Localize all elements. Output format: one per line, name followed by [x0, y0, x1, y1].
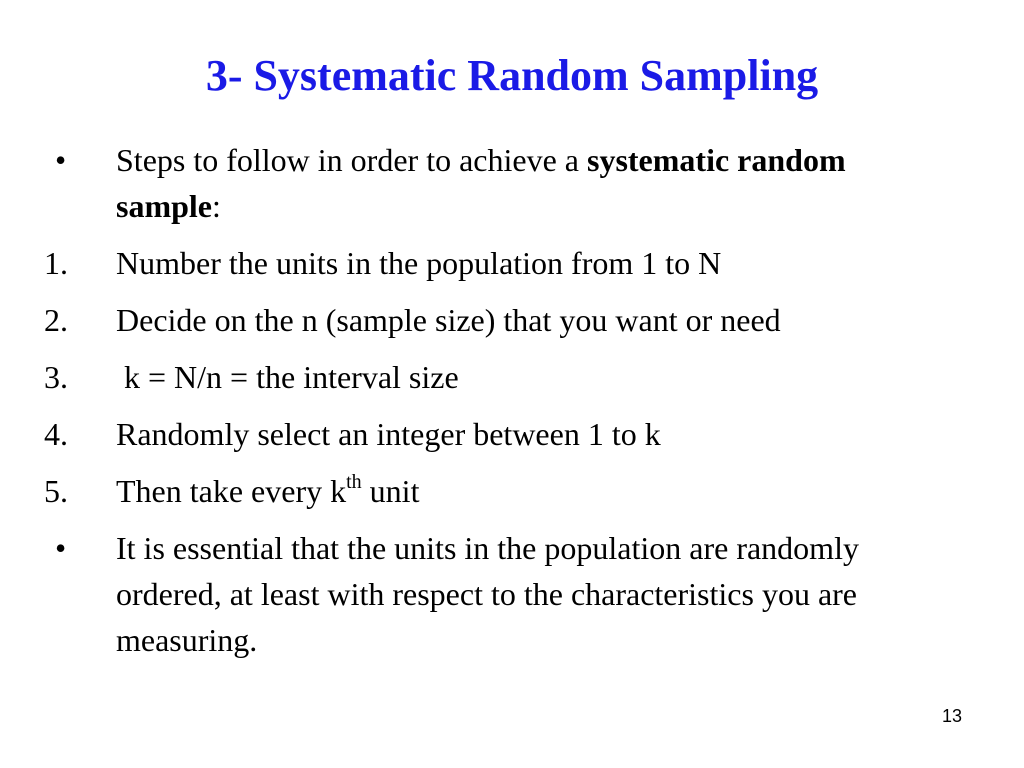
step-item-1 [0, 240, 1024, 286]
step-number: 2. [44, 302, 68, 338]
bullet-marker: • [55, 530, 67, 566]
note-text: It is essential that the units in the population are randomly ordered, at least with respect to the characteristics you are measuring. [116, 530, 859, 658]
superscript-th: th [346, 471, 362, 493]
step-text-tail: unit [361, 473, 420, 509]
step-text: Number the units in the population from 1 to N [116, 245, 722, 281]
intro-text [116, 137, 946, 229]
intro-text-colon: : [212, 188, 221, 224]
intro-bullet-item [0, 137, 1024, 229]
step-item-3 [0, 354, 1024, 400]
step-number: 5. [44, 473, 68, 509]
step-item-5 [0, 468, 1024, 514]
step-number: 4. [44, 416, 68, 452]
bullet-marker: • [55, 142, 67, 178]
step-number: 3. [44, 359, 68, 395]
page-number: 13 [941, 706, 963, 726]
intro-text-bold: systematic random sample [116, 142, 846, 224]
step-item-2 [0, 297, 1024, 343]
step-text: Randomly select an integer between 1 to k [116, 416, 661, 452]
step-item-4 [0, 411, 1024, 457]
slide-title: 3- Systematic Random Sampling [205, 51, 819, 100]
step-text: k = N/n = the interval size [116, 359, 459, 395]
step-number: 1. [44, 245, 68, 281]
step-text [116, 468, 946, 514]
step-text: Decide on the n (sample size) that you want or need [116, 302, 781, 338]
step-text-plain: Then take every k [116, 473, 347, 509]
intro-text-plain: Steps to follow in order to achieve a [116, 142, 587, 178]
note-bullet-item [0, 525, 1024, 663]
slide-body [0, 137, 1024, 663]
